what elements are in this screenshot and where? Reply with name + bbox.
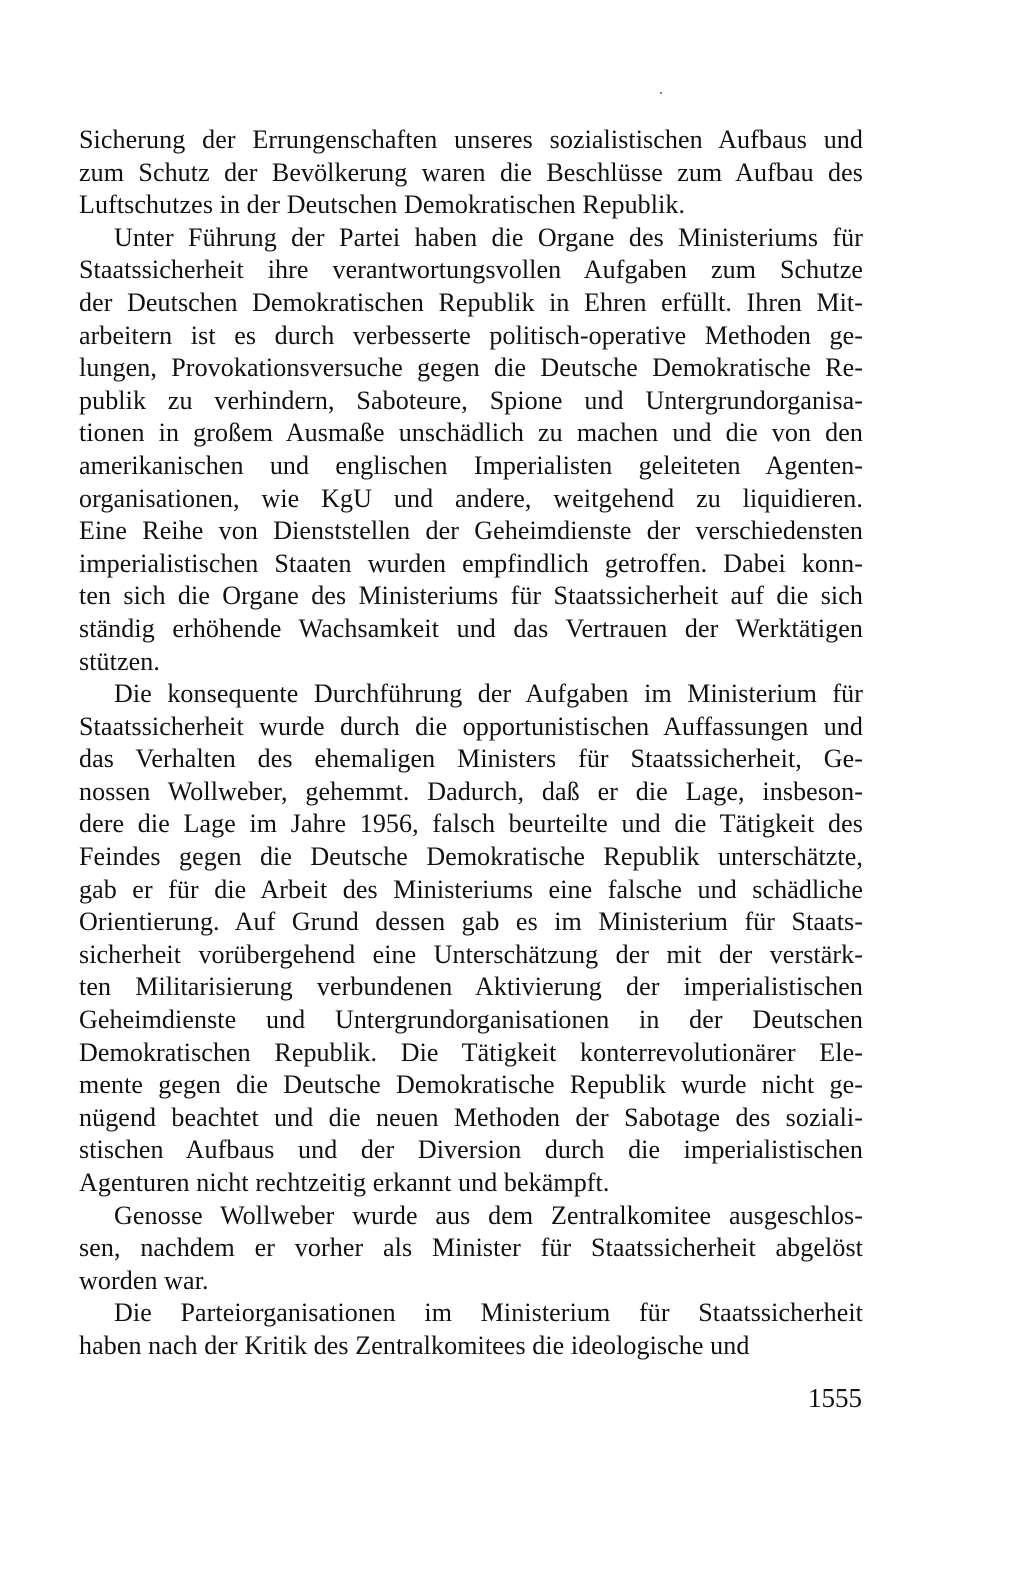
text-line: ten sich die Organe des Ministeriums für Staatssicherheit auf die sich — [79, 581, 863, 611]
text-line: nügend beachtet und die neuen Methoden der Sabotage des soziali- — [79, 1102, 863, 1132]
text-line: der Deutschen Demokratischen Republik in Ehren erfüllt. Ihren Mit- — [79, 287, 863, 317]
print-speck — [660, 92, 662, 94]
text-line: haben nach der Kritik des Zentralkomitees die ideologische und — [79, 1330, 750, 1360]
text-line: Die konsequente Durchführung der Aufgaben im Ministerium für — [114, 679, 863, 709]
text-line: amerikanischen und englischen Imperialisten geleiteten Agenten- — [79, 450, 863, 480]
paragraph — [79, 124, 863, 222]
paragraph — [79, 1200, 863, 1298]
paragraph — [79, 222, 863, 678]
text-line: Agenturen nicht rechtzeitig erkannt und bekämpft. — [79, 1168, 610, 1197]
text-line: Eine Reihe von Dienststellen der Geheimdienste der verschiedensten — [79, 516, 863, 546]
text-line: Unter Führung der Partei haben die Organe des Ministeriums für — [114, 222, 863, 252]
text-line: Genosse Wollweber wurde aus dem Zentralkomitee ausgeschlos- — [114, 1200, 863, 1230]
text-line: Staatssicherheit ihre verantwortungsvollen Aufgaben zum Schutze — [79, 255, 863, 285]
text-line: dere die Lage im Jahre 1956, falsch beurteilte und die Tätigkeit des — [79, 809, 863, 839]
text-line: gab er für die Arbeit des Ministeriums eine falsche und schädliche — [79, 874, 863, 904]
text-line: Orientierung. Auf Grund dessen gab es im Ministerium für Staats- — [79, 907, 863, 937]
text-line: Luftschutzes in der Deutschen Demokratischen Republik. — [79, 190, 686, 220]
body-text — [79, 124, 863, 1363]
text-line: Feindes gegen die Deutsche Demokratische Republik unterschätzte, — [79, 842, 863, 872]
text-line: ständig erhöhende Wachsamkeit und das Vertrauen der Werktätigen — [79, 613, 863, 643]
text-line: das Verhalten des ehemaligen Ministers für Staatssicherheit, Ge- — [79, 744, 863, 774]
paragraph — [79, 1297, 863, 1362]
text-line: ten Militarisierung verbundenen Aktivierung der imperialistischen — [79, 972, 863, 1002]
text-line: Die Parteiorganisationen im Ministerium für Staatssicherheit — [114, 1298, 863, 1328]
text-line: tionen in großem Ausmaße unschädlich zu machen und die von den — [79, 418, 863, 448]
paragraph — [79, 678, 863, 1200]
text-line: Staatssicherheit wurde durch die opportunistischen Auffassungen und — [79, 711, 863, 741]
text-line: zum Schutz der Bevölkerung waren die Beschlüsse zum Aufbau des — [79, 157, 863, 187]
text-line: mente gegen die Deutsche Demokratische Republik wurde nicht ge- — [79, 1070, 863, 1100]
text-line: publik zu verhindern, Saboteure, Spione und Untergrundorganisa- — [79, 385, 863, 415]
text-line: organisationen, wie KgU und andere, weitgehend zu liquidieren. — [79, 483, 863, 513]
text-line: stischen Aufbaus und der Diversion durch die imperialistischen — [79, 1135, 863, 1165]
text-line: Demokratischen Republik. Die Tätigkeit konterrevolutionärer Ele- — [79, 1037, 863, 1067]
text-line: nossen Wollweber, gehemmt. Dadurch, daß er die Lage, insbeson- — [79, 776, 863, 806]
text-line: lungen, Provokationsversuche gegen die Deutsche Demokratische Re- — [79, 353, 863, 383]
text-line: Sicherung der Errungenschaften unseres sozialistischen Aufbaus und — [79, 125, 863, 154]
text-line: sicherheit vorübergehend eine Unterschätzung der mit der verstärk- — [79, 939, 863, 969]
text-line: Geheimdienste und Untergrundorganisationen in der Deutschen — [79, 1005, 863, 1035]
page-number: 1555 — [808, 1383, 862, 1413]
text-line: worden war. — [79, 1265, 209, 1295]
text-line: sen, nachdem er vorher als Minister für Staatssicherheit abgelöst — [79, 1233, 863, 1263]
text-line: arbeitern ist es durch verbesserte politisch-operative Methoden ge- — [79, 320, 863, 350]
text-line: stützen. — [79, 646, 160, 676]
text-line: imperialistischen Staaten wurden empfindlich getroffen. Dabei konn- — [79, 548, 863, 578]
